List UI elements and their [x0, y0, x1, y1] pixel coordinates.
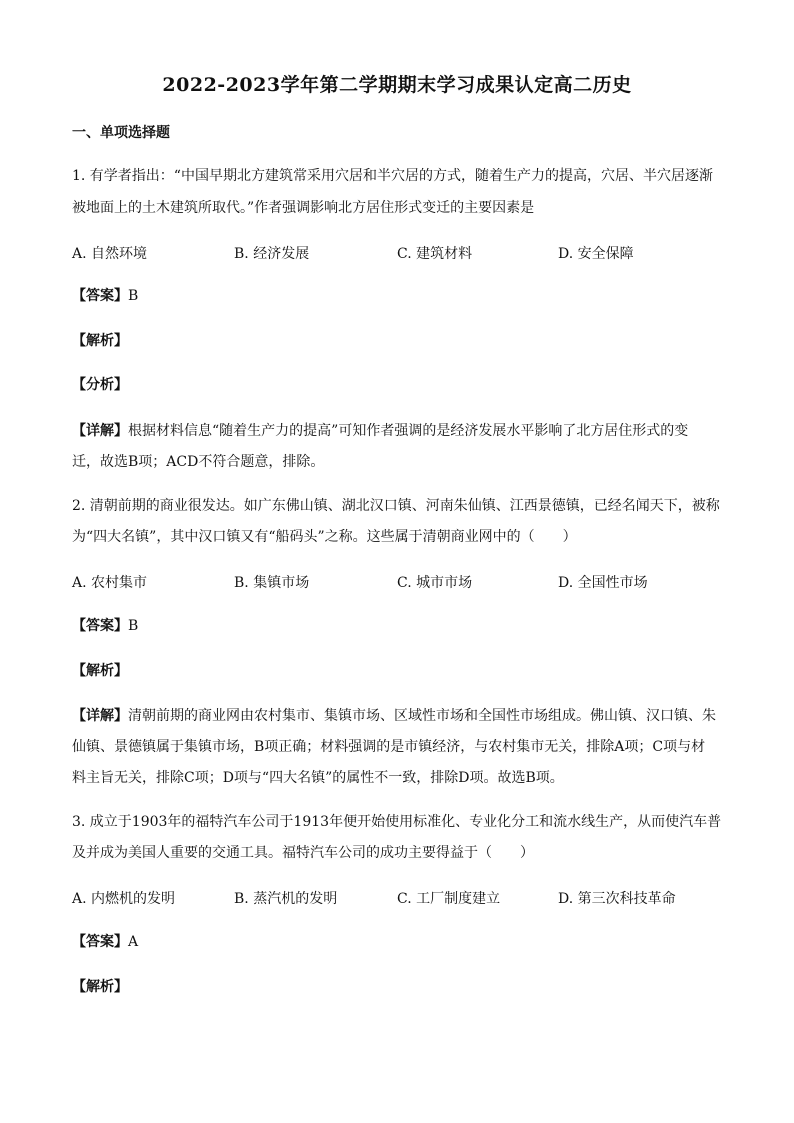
q1-detail-line2: 迁，故选B项；ACD不符合题意，排除。 — [72, 454, 325, 470]
q1-answer — [72, 286, 732, 306]
q3-option-c: C. 工厂制度建立 — [397, 891, 501, 907]
q1-option-b: B. 经济发展 — [234, 246, 310, 262]
q3-answer-value: A — [128, 934, 139, 950]
q2-detail-line2: 仙镇、景德镇属于集镇市场，B项正确；材料强调的是市镇经济，与农村集市无关，排除A项；C项与材 — [72, 739, 706, 755]
q2-answer — [72, 616, 732, 636]
q1-detail-line1 — [72, 421, 732, 441]
q3-option-a: A. 内燃机的发明 — [72, 891, 176, 907]
q2-option-d: D. 全国性市场 — [558, 575, 648, 591]
q3-stem-line1: 3. 成立于1903年的福特汽车公司于1913年便开始使用标准化、专业化分工和流水线生产，从而使汽车普 — [72, 814, 722, 830]
q2-option-c: C. 城市市场 — [397, 575, 473, 591]
q2-detail-line1 — [72, 706, 732, 726]
q3-option-d: D. 第三次科技革命 — [558, 891, 676, 907]
q2-detail-text1: 清朝前期的商业网由农村集市、集镇市场、区域性市场和全国性市场组成。佛山镇、汉口镇、朱 — [128, 708, 716, 724]
q2-answer-label: 【答案】 — [72, 618, 128, 634]
q2-option-b: B. 集镇市场 — [234, 575, 310, 591]
q1-option-c: C. 建筑材料 — [397, 246, 473, 262]
page-title: 2022-2023学年第二学期期末学习成果认定高二历史 — [162, 74, 632, 96]
q2-detail-line3: 料主旨无关，排除C项；D项与“四大名镇”的属性不一致，排除D项。故选B项。 — [72, 770, 564, 786]
q1-stem-line1: 1. 有学者指出：“中国早期北方建筑常采用穴居和半穴居的方式，随着生产力的提高，穴居、半穴居逐渐 — [72, 168, 713, 184]
q1-option-a: A. 自然环境 — [72, 246, 148, 262]
q3-option-b: B. 蒸汽机的发明 — [234, 891, 338, 907]
q3-analysis-label: 【解析】 — [72, 979, 128, 995]
q3-answer — [72, 932, 732, 952]
q1-detail-label: 【详解】 — [72, 423, 128, 439]
q1-stem-line2: 被地面上的土木建筑所取代。”作者强调影响北方居住形式变迁的主要因素是 — [72, 200, 535, 216]
q1-fenxi-label: 【分析】 — [72, 377, 128, 393]
q2-stem-line2: 为“四大名镇”，其中汉口镇又有“船码头”之称。这些属于清朝商业网中的（ ） — [72, 529, 577, 545]
q3-stem-line2: 及并成为美国人重要的交通工具。福特汽车公司的成功主要得益于（ ） — [72, 845, 534, 861]
q1-answer-value: B — [128, 288, 139, 304]
q1-option-d: D. 安全保障 — [558, 246, 634, 262]
q2-answer-value: B — [128, 618, 139, 634]
q2-stem-line1: 2. 清朝前期的商业很发达。如广东佛山镇、湖北汉口镇、河南朱仙镇、江西景德镇，已经名闻天下，被称 — [72, 498, 720, 514]
q1-answer-label: 【答案】 — [72, 288, 128, 304]
q1-analysis-label: 【解析】 — [72, 333, 128, 349]
q1-detail-text1: 根据材料信息“随着生产力的提高”可知作者强调的是经济发展水平影响了北方居住形式的变 — [128, 423, 689, 439]
section-heading: 一、单项选择题 — [72, 125, 170, 141]
q2-detail-label: 【详解】 — [72, 708, 128, 724]
q2-option-a: A. 农村集市 — [72, 575, 148, 591]
q2-analysis-label: 【解析】 — [72, 663, 128, 679]
q3-answer-label: 【答案】 — [72, 934, 128, 950]
